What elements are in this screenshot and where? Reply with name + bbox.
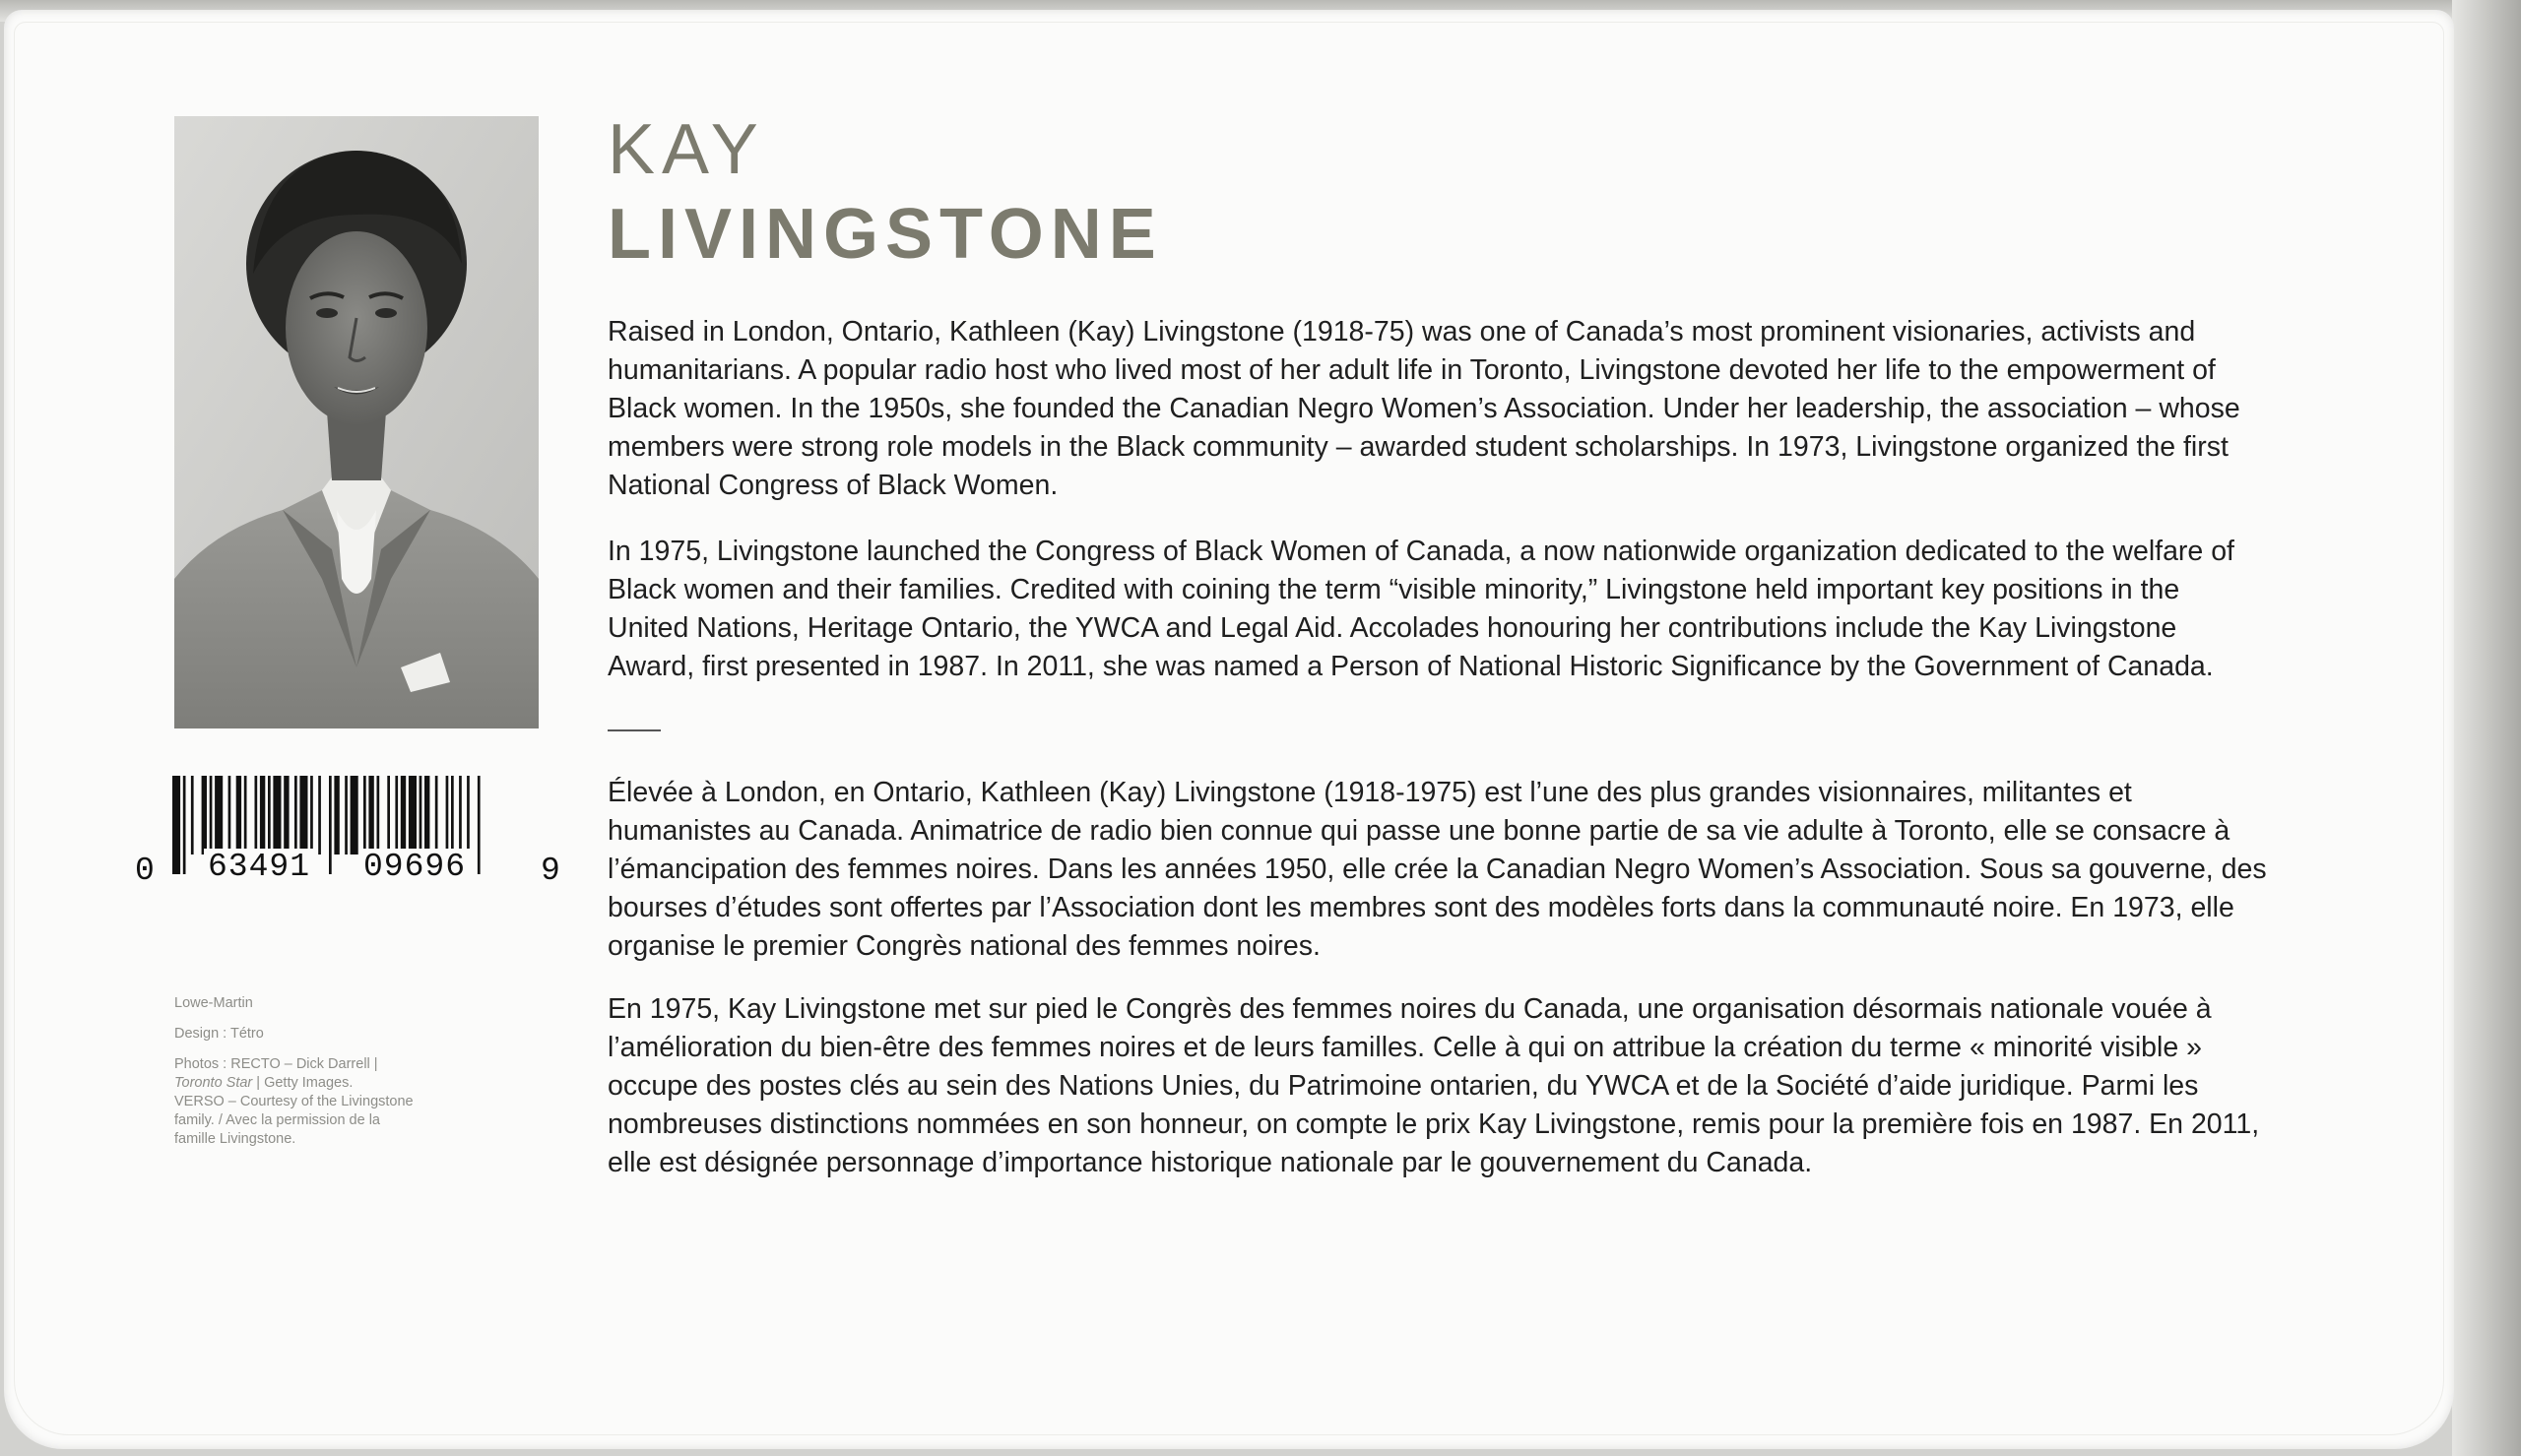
text-line: Raised in London, Ontario, Kathleen (Kay) Livingstone (1918-75) was one of Canada’s most prominent visionaries, activists and — [608, 316, 2196, 348]
barcode-bar — [273, 776, 281, 855]
credit-photos-line-4: family. / Avec la permission de la — [174, 1112, 380, 1128]
barcode-bar — [401, 776, 406, 855]
credit-agency: | Getty Images. — [252, 1075, 354, 1091]
text-line: humanistes au Canada. Animatrice de radio bien connue qui passe une bonne partie de sa vie adulte à Toronto, elle se consacre à — [608, 815, 2230, 847]
barcode — [133, 774, 566, 889]
title-first-name: KAY — [608, 110, 765, 189]
barcode-bar — [228, 776, 231, 855]
barcode-bar — [329, 776, 332, 874]
barcode-bar — [363, 776, 366, 855]
text-line: bourses d’études sont offertes par l’Association dont les membres sont des modèles forts dans la communauté noire. En 1973, elle — [608, 892, 2234, 923]
portrait-illustration — [174, 116, 539, 728]
credits — [174, 994, 499, 1149]
barcode-bar — [183, 776, 186, 874]
credit-photos-line-3: VERSO – Courtesy of the Livingstone — [174, 1094, 414, 1109]
barcode-bars — [133, 774, 566, 882]
barcode-bar — [387, 776, 390, 855]
barcode-bar — [377, 776, 380, 855]
barcode-bar — [368, 776, 373, 855]
barcode-bar — [409, 776, 417, 855]
credit-photos-line-5: famille Livingstone. — [174, 1131, 296, 1147]
barcode-bar — [299, 776, 307, 855]
text-line: nombreuses distinctions nommées en son honneur, on compte le prix Kay Livingstone, remis pour la première fois en 1987. En 2011, — [608, 1108, 2260, 1140]
text-line: l’amélioration du bien-être des femmes noires et de leurs familles. Celle à qui on attribue la création du terme « minorité visible » — [608, 1032, 2202, 1063]
text-line: occupe des postes clés au sein des Nations Unies, du Patrimoine ontarien, du YWCA et de la Société d’aide juridique. Parmi les — [608, 1070, 2199, 1102]
text-line: Black women. In the 1950s, she founded the Canadian Negro Women’s Association. Under her leadership, the association – whose — [608, 393, 2240, 424]
text-line: In 1975, Livingstone launched the Congress of Black Women of Canada, a now nationwide organization dedicated to the welfare of — [608, 536, 2234, 567]
barcode-bar — [210, 776, 213, 855]
text-line: En 1975, Kay Livingstone met sur pied le Congrès des femmes noires du Canada, une organisation désormais nationale vouée à — [608, 993, 2212, 1025]
barcode-check-digit: 9 — [541, 853, 561, 889]
text-line: United Nations, Heritage Ontario, the YWCA and Legal Aid. Accolades honouring her contributions include the Kay Livingstone — [608, 612, 2177, 644]
title-last-name: LIVINGSTONE — [608, 195, 1163, 274]
barcode-bar — [268, 776, 271, 855]
barcode-bar — [202, 776, 207, 855]
credit-photos-line-1: Photos : RECTO – Dick Darrell | — [174, 1056, 378, 1072]
text-line: elle est désignée personnage d’importance historique nationale par le gouvernement du Canada. — [608, 1147, 1813, 1178]
barcode-bar — [459, 776, 462, 855]
barcode-bar — [284, 776, 289, 855]
barcode-bar — [334, 776, 339, 855]
text-line: organise le premier Congrès national des femmes noires. — [608, 930, 1321, 962]
text-line: Award, first presented in 1987. In 2011, she was named a Person of National Historic Significance by the Government of Canada. — [608, 651, 2214, 682]
barcode-bar — [294, 776, 297, 855]
barcode-bar — [260, 776, 265, 855]
english-paragraph-1 — [608, 313, 2385, 505]
credit-design: Design : Tétro — [174, 1026, 264, 1042]
text-line: Black women and their families. Credited with coining the term “visible minority,” Livingstone held important key positions in the — [608, 574, 2180, 605]
french-paragraph-2 — [608, 990, 2385, 1182]
text-line: members were strong role models in the Black community – awarded student scholarships. In 1973, Livingstone organized the first — [608, 431, 2229, 463]
barcode-lead-digit: 0 — [135, 853, 156, 889]
text-line: humanitarians. A popular radio host who lived most of her adult life in Toronto, Livingstone devoted her life to the empowerment of — [608, 354, 2216, 386]
barcode-bar — [351, 776, 358, 855]
language-divider — [608, 729, 661, 731]
barcode-bar — [255, 776, 258, 855]
english-paragraph-2 — [608, 533, 2385, 686]
barcode-bar — [424, 776, 429, 855]
barcode-bar — [345, 776, 348, 855]
barcode-bar — [215, 776, 223, 855]
credit-newspaper: Toronto Star — [174, 1075, 253, 1091]
barcode-bar — [420, 776, 422, 855]
text-line: l’émancipation des femmes noires. Dans les années 1950, elle crée la Canadian Negro Women’s Association. Sous sa gouverne, des — [608, 854, 2267, 885]
scan-shadow-right — [2452, 0, 2521, 1456]
barcode-group-1: 63491 — [204, 849, 314, 885]
credit-photos-line-2 — [174, 1074, 499, 1093]
barcode-bar — [395, 776, 398, 855]
barcode-bar — [318, 776, 321, 855]
barcode-bar — [310, 776, 313, 855]
barcode-bar — [172, 776, 180, 874]
barcode-bar — [435, 776, 438, 855]
barcode-bar — [478, 776, 481, 874]
text-line: National Congress of Black Women. — [608, 470, 1059, 501]
barcode-bar — [191, 776, 194, 855]
barcode-bar — [446, 776, 449, 855]
barcode-group-2: 09696 — [359, 849, 470, 885]
credit-printer: Lowe-Martin — [174, 995, 253, 1011]
portrait-photo — [174, 116, 539, 728]
barcode-bar — [236, 776, 241, 855]
barcode-bar — [467, 776, 470, 855]
barcode-bar — [244, 776, 247, 855]
french-paragraph-1 — [608, 774, 2385, 966]
barcode-bar — [451, 776, 454, 855]
text-line: Élevée à London, en Ontario, Kathleen (Kay) Livingstone (1918-1975) est l’une des plus grandes visionnaires, militantes et — [608, 777, 2132, 808]
